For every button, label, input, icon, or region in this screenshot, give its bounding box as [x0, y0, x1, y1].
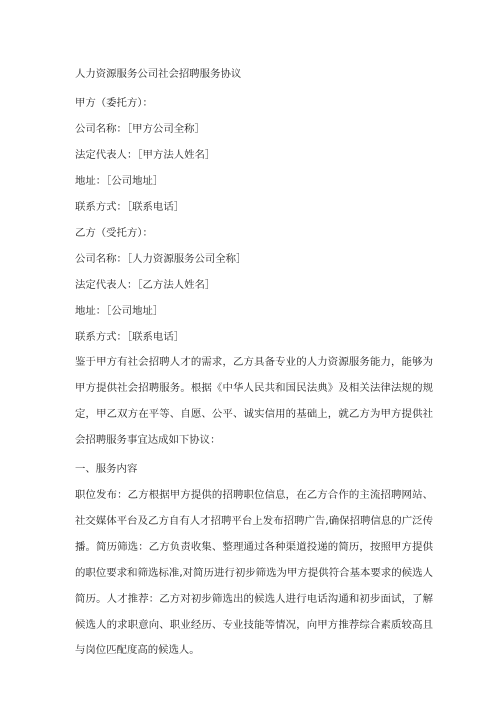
preamble-paragraph: 鉴于甲方有社会招聘人才的需求，乙方具备专业的人力资源服务能力，能够为甲方提供社会招聘服务。根据《中华人民共和国民法典》及相关法律法规的规定，甲乙双方在平等、自愿、公平、诚实信用的基础上，就乙方为甲方提供社会招聘服务事宜达成如下协议： — [75, 356, 433, 446]
party-a-legal-rep: 法定代表人：［甲方法人姓名］ — [75, 149, 216, 161]
party-b-contact: 联系方式：［联系电话］ — [75, 331, 185, 343]
document-title: 人力资源服务公司社会招聘服务协议 — [75, 68, 242, 80]
party-a-address: 地址：［公司地址］ — [75, 175, 164, 187]
party-a-contact: 联系方式：［联系电话］ — [75, 201, 185, 213]
party-b-address: 地址：［公司地址］ — [75, 305, 164, 317]
party-b-company-name: 公司名称：［人力资源服务公司全称］ — [75, 253, 247, 265]
party-b-legal-rep: 法定代表人：［乙方法人姓名］ — [75, 279, 216, 291]
section-1-body: 职位发布：乙方根据甲方提供的招聘职位信息，在乙方合作的主流招聘网站、社交媒体平台及乙方自有人才招聘平台上发布招聘广告,确保招聘信息的广泛传播。简历筛选：乙方负责收集、整理通过各种渠道投递的简历，按照甲方提供的职位要求和筛选标准,对简历进行初步筛选为甲方提供符合基本要求的候选人简历。人才推荐：乙方对初步筛选出的候选人进行电话沟通和初步面试，了解候选人的求职意向、职业经历、专业技能等情况，向甲方推荐综合素质较高且与岗位匹配度高的候选人。 — [75, 489, 433, 657]
party-a-heading: 甲方（委托方）： — [75, 97, 153, 109]
party-a-company-name: 公司名称：［甲方公司全称］ — [75, 123, 205, 135]
section-1-heading: 一、服务内容 — [75, 463, 138, 475]
party-b-heading: 乙方（受托方）： — [75, 227, 153, 239]
